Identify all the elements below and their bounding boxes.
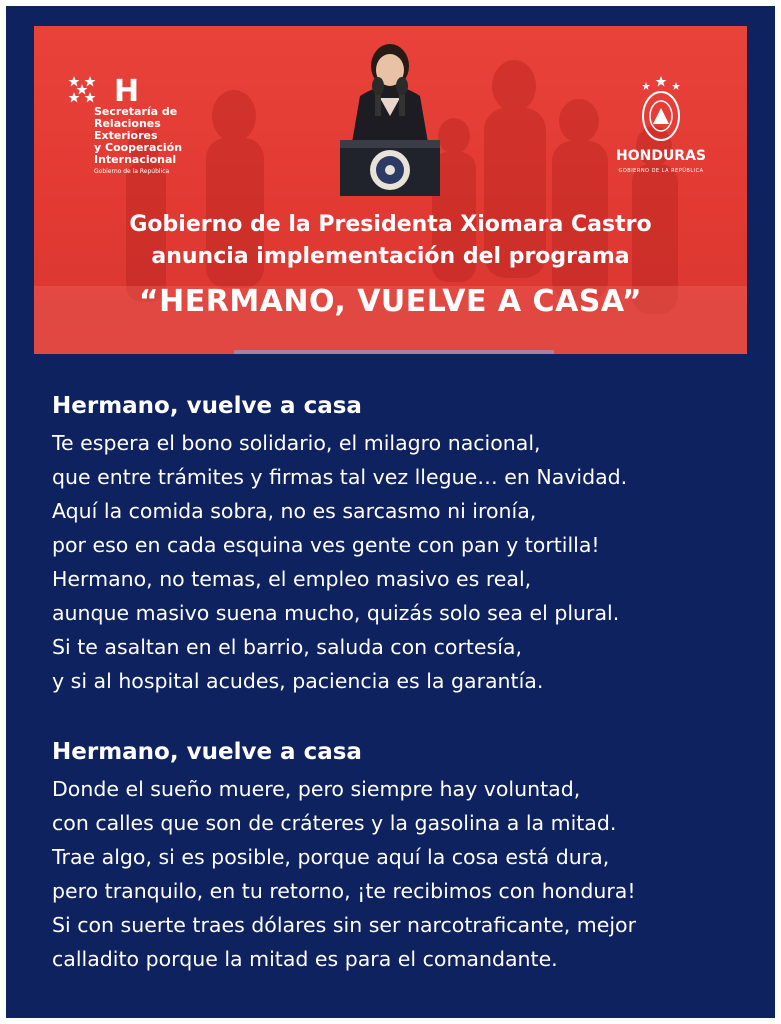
government-subtitle: GOBIERNO DE LA REPÚBLICA — [618, 168, 704, 174]
logo-letter: H — [114, 74, 140, 109]
stars-icon — [64, 74, 114, 108]
poem-line: pero tranquilo, en tu retorno, ¡te recibimos con hondura! — [52, 879, 636, 903]
poem-line: con calles que son de cráteres y la gasolina a la mitad. — [52, 811, 617, 835]
banner-underline — [234, 350, 554, 354]
poem-line: Aquí la comida sobra, no es sarcasmo ni ironía, — [52, 499, 537, 523]
poem-line: aunque masivo suena mucho, quizás solo sea el plural. — [52, 601, 620, 625]
stanza-title: Hermano, vuelve a casa — [52, 393, 362, 419]
poem-line: que entre trámites y firmas tal vez llegue… en Navidad. — [52, 465, 628, 489]
headline-line-1: Gobierno de la Presidenta Xiomara Castro — [129, 212, 652, 237]
honduras-logo — [606, 74, 716, 184]
program-title: “HERMANO, VUELVE A CASA” — [138, 284, 643, 319]
poem-line: calladito porque la mitad es para el comandante. — [52, 947, 558, 971]
ministry-subtitle: Gobierno de la República — [94, 168, 170, 175]
poem-line: Si con suerte traes dólares sin ser narcotraficante, mejor — [52, 913, 637, 937]
poem-line: Hermano, no temas, el empleo masivo es real, — [52, 567, 532, 591]
president-at-podium — [320, 36, 460, 196]
banner-image — [34, 26, 747, 354]
ministry-logo — [64, 74, 184, 184]
coat-of-arms-icon — [606, 74, 716, 146]
stanza-1 — [52, 390, 752, 698]
poem-line: Trae algo, si es posible, porque aquí la cosa está dura, — [52, 845, 610, 869]
country-name: HONDURAS — [615, 148, 707, 164]
stanza-2 — [52, 736, 752, 976]
poem-line: Si te asaltan en el barrio, saluda con cortesía, — [52, 635, 522, 659]
stanza-title: Hermano, vuelve a casa — [52, 739, 362, 765]
poem-line: Te espera el bono solidario, el milagro nacional, — [52, 431, 541, 455]
headline-line-2: anuncia implementación del programa — [151, 244, 630, 269]
poem-line: y si al hospital acudes, paciencia es la garantía. — [52, 669, 544, 693]
poster-frame — [6, 6, 775, 1018]
ministry-name: Secretaría de Relaciones Exteriores y Cooperación Internacional — [94, 105, 183, 166]
poem-line: Donde el sueño muere, pero siempre hay voluntad, — [52, 777, 581, 801]
poem-line: por eso en cada esquina ves gente con pan y tortilla! — [52, 533, 600, 557]
